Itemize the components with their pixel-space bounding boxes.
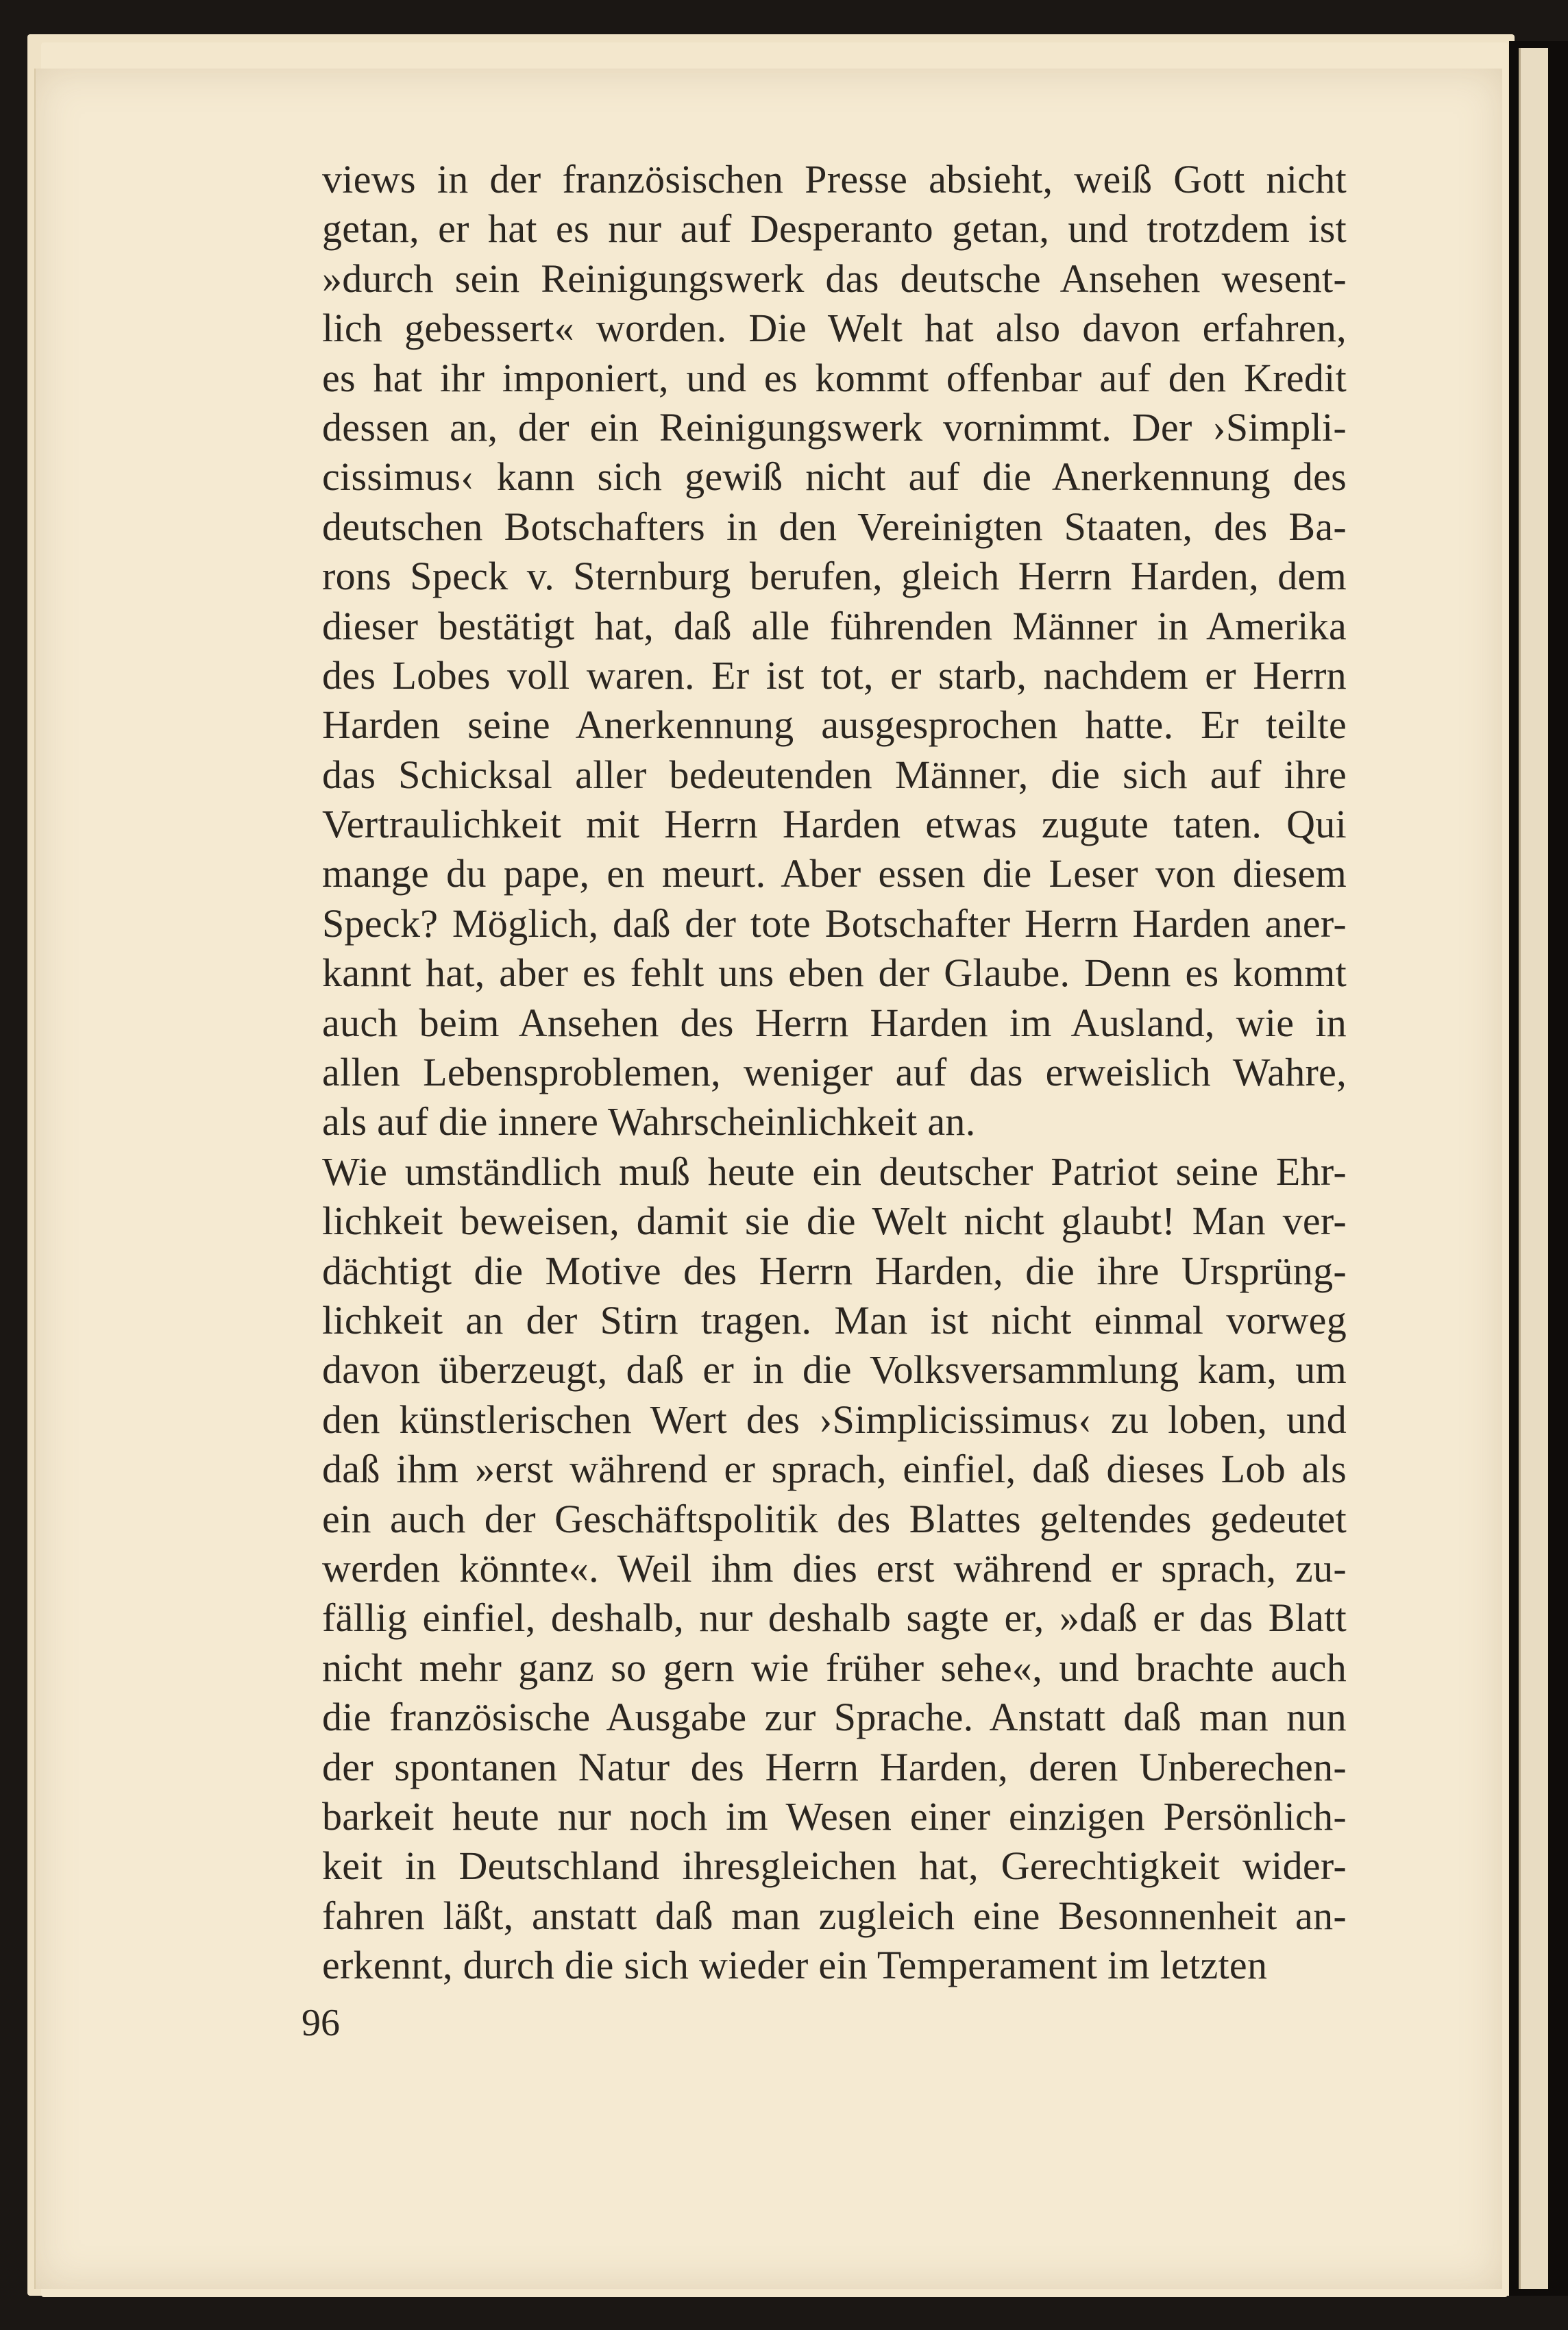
text-line: barkeit heute nur noch im Wesen einer einzigen Persönlich- bbox=[322, 1793, 1347, 1839]
text-line: lichkeit an der Stirn tragen. Man ist nicht einmal vorweg bbox=[322, 1297, 1347, 1342]
text-line: nicht mehr ganz so gern wie früher sehe«, und brachte auch bbox=[322, 1645, 1347, 1690]
text-line: das Schicksal aller bedeutenden Männer, die sich auf ihre bbox=[322, 752, 1347, 797]
text-line: mange du pape, en meurt. Aber essen die Leser von diesem bbox=[322, 851, 1347, 896]
text-line: werden könnte«. Weil ihm dies erst während er sprach, zu- bbox=[322, 1545, 1347, 1591]
facing-page-edge bbox=[1509, 41, 1568, 2296]
text-line: daß ihm »erst während er sprach, einfiel, daß dieses Lob als bbox=[322, 1447, 1347, 1492]
text-line: davon überzeugt, daß er in die Volksversammlung kam, um bbox=[322, 1347, 1347, 1393]
facing-page-sliver bbox=[1519, 48, 1548, 2289]
body-text bbox=[322, 155, 1347, 1990]
text-line: dieser bestätigt hat, daß alle führenden Männer in Amerika bbox=[322, 603, 1347, 648]
text-line: dächtigt die Motive des Herrn Harden, die ihre Ursprüng- bbox=[322, 1248, 1347, 1293]
text-line: allen Lebensproblemen, weniger auf das erweislich Wahre, bbox=[322, 1050, 1347, 1095]
text-line: keit in Deutschland ihresgleichen hat, Gerechtigkeit wider- bbox=[322, 1843, 1347, 1889]
text-line: lichkeit beweisen, damit sie die Welt nicht glaubt! Man ver- bbox=[322, 1199, 1347, 1244]
text-line: als auf die innere Wahrscheinlichkeit an. bbox=[322, 1099, 976, 1144]
text-line: views in der französischen Presse absieht, weiß Gott nicht bbox=[322, 157, 1347, 201]
text-line: ein auch der Geschäftspolitik des Blattes geltendes gedeutet bbox=[322, 1496, 1347, 1541]
text-line: rons Speck v. Sternburg berufen, gleich Herrn Harden, dem bbox=[322, 554, 1347, 599]
text-line: Harden seine Anerkennung ausgesprochen hatte. Er teilte bbox=[322, 702, 1347, 748]
text-line: auch beim Ansehen des Herrn Harden im Ausland, wie in bbox=[322, 1000, 1347, 1045]
text-line: fällig einfiel, deshalb, nur deshalb sagte er, »daß er das Blatt bbox=[322, 1595, 1347, 1641]
text-line: des Lobes voll waren. Er ist tot, er starb, nachdem er Herrn bbox=[322, 652, 1347, 698]
text-line: die französische Ausgabe zur Sprache. Anstatt daß man nun bbox=[322, 1695, 1347, 1740]
text-line: dessen an, der ein Reinigungswerk vornimmt. Der ›Simpli- bbox=[322, 404, 1347, 450]
text-line: Vertraulichkeit mit Herrn Harden etwas zugute taten. Qui bbox=[322, 802, 1347, 847]
text-line: erkennt, durch die sich wieder ein Temperament im letzten bbox=[322, 1943, 1268, 1988]
text-line: fahren läßt, anstatt daß man zugleich eine Besonnenheit an- bbox=[322, 1893, 1347, 1938]
text-line: getan, er hat es nur auf Desperanto getan, und trotzdem ist bbox=[322, 206, 1347, 252]
text-line: »durch sein Reinigungswerk das deutsche Ansehen wesent- bbox=[322, 256, 1347, 301]
text-line: es hat ihr imponiert, und es kommt offenbar auf den Kredit bbox=[322, 355, 1347, 400]
text-line: cissimus‹ kann sich gewiß nicht auf die Anerkennung des bbox=[322, 454, 1347, 500]
text-line: Wie umständlich muß heute ein deutscher Patriot seine Ehr- bbox=[322, 1149, 1347, 1194]
text-line: Speck? Möglich, daß der tote Botschafter Herrn Harden aner- bbox=[322, 900, 1347, 946]
text-line: deutschen Botschafters in den Vereinigten Staaten, des Ba- bbox=[322, 504, 1347, 549]
page-number: 96 bbox=[302, 2002, 340, 2044]
text-line: kannt hat, aber es fehlt uns eben der Glaube. Denn es kommt bbox=[322, 951, 1347, 996]
text-line: der spontanen Natur des Herrn Harden, deren Unberechen- bbox=[322, 1744, 1347, 1789]
text-line: den künstlerischen Wert des ›Simplicissimus‹ zu loben, und bbox=[322, 1397, 1347, 1442]
text-line: lich gebessert« worden. Die Welt hat also davon erfahren, bbox=[322, 306, 1347, 351]
